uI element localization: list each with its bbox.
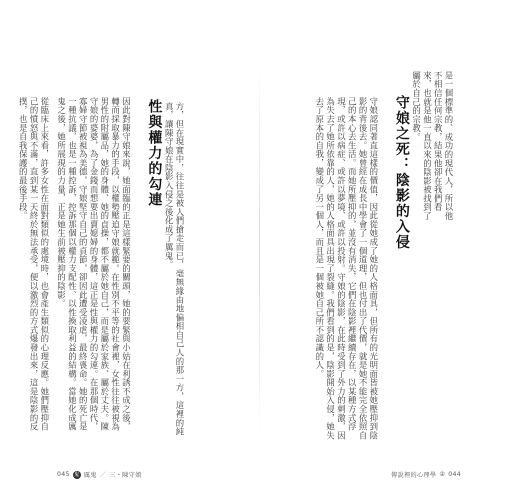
left-closing-paragraph: 從臨床上來看，許多女性在面對類似的處境時，也會產生類似的心理反應。她們壓抑自己的憤怒與不滿，直到某一天終於無法承受，便以激烈的方式爆發出來，這是陰影的反撲，也是自我保護的最後手段。: [18, 97, 50, 432]
left-page-number: 045: [57, 471, 70, 478]
footer-separator: ／: [99, 472, 107, 479]
left-continuation-paragraph: 方，但在現實中，往往是被人們搶走而已，毫無緣由地偏相自己人的那一方，這裡的純真，讓陳守娘在陰影入侵之後化成了厲鬼。: [164, 102, 185, 437]
left-body-paragraph: 因此對陳守娘來說，她面臨的正是這樣緊要的關頭，她的要緊與小姑在利誘不成之後，轉而採取暴力的手段，以權勢壓迫守娘就範。在性別不平等的社會裡，女性往往被視為男性的附屬品，她的身體、她的貞操，都不屬於她自己，而是屬於家族、屬於丈夫。陳守娘的婆婆，為了金錢而想要出賣媳婦的身體，這正是性與權力的勾連。在那個時代，寡婦守節被視為美德，守娘堅守自己的貞節，卻因此遭受凌虐，最終喪命。她的死亡是一種抗議，也是一種控訴，控訴那個以權力支配性、以性換取利益的結構。當她化成厲鬼之後，她所展現的力量，正是她生前被壓抑的陰影。: [56, 97, 132, 432]
left-part-title: 厲鬼: [83, 472, 97, 479]
right-page-footer: [391, 470, 461, 479]
series-seal-icon: 鬼: [74, 471, 80, 478]
left-chapter-title: 三・陳守娘: [109, 472, 142, 479]
right-page: [260, 0, 520, 500]
section-heading-sex-and-power: 性與權力的勾連: [146, 99, 163, 208]
section-heading-shadow-invasion: 守娘之死：陰影的入侵: [393, 95, 410, 250]
right-intro-paragraph: 是一個標準的、成功的現代人，所以他不相信任何宗教，結果他卻在我們看來，也就是他一直以來的陰影被找到了屬於自己的宗教。: [411, 71, 454, 221]
right-body-paragraph: 守娘認同著直這樣的價值，因此從她成了她的人格面具，但所有的光明面皆被她壓抑到陰影的背後去。她曾經在成長中學會了一個道理，但也付出了代價，就是她不能完全依照自己的本心去生活。而她所壓抑的，並沒有消失，它們在陰影裡繼續存在，以某種方式浮現，或許以病症、或許以夢境、或許以投射。守娘的陰影，在此時受到了外力的刺激，因為失去了她所依靠的人，她的人格面具出現了裂縫。我們看到的是，陰影開始入侵，她失去了原本的自我，變成了另一個人，而且是一個被她自己所不認識的人。: [314, 97, 379, 440]
right-series-mark: ②: [439, 471, 446, 478]
right-page-number: 044: [448, 471, 461, 478]
right-book-title: 傳說裡的心理學: [391, 472, 437, 479]
left-page: [0, 0, 259, 500]
left-page-footer: [57, 470, 142, 479]
